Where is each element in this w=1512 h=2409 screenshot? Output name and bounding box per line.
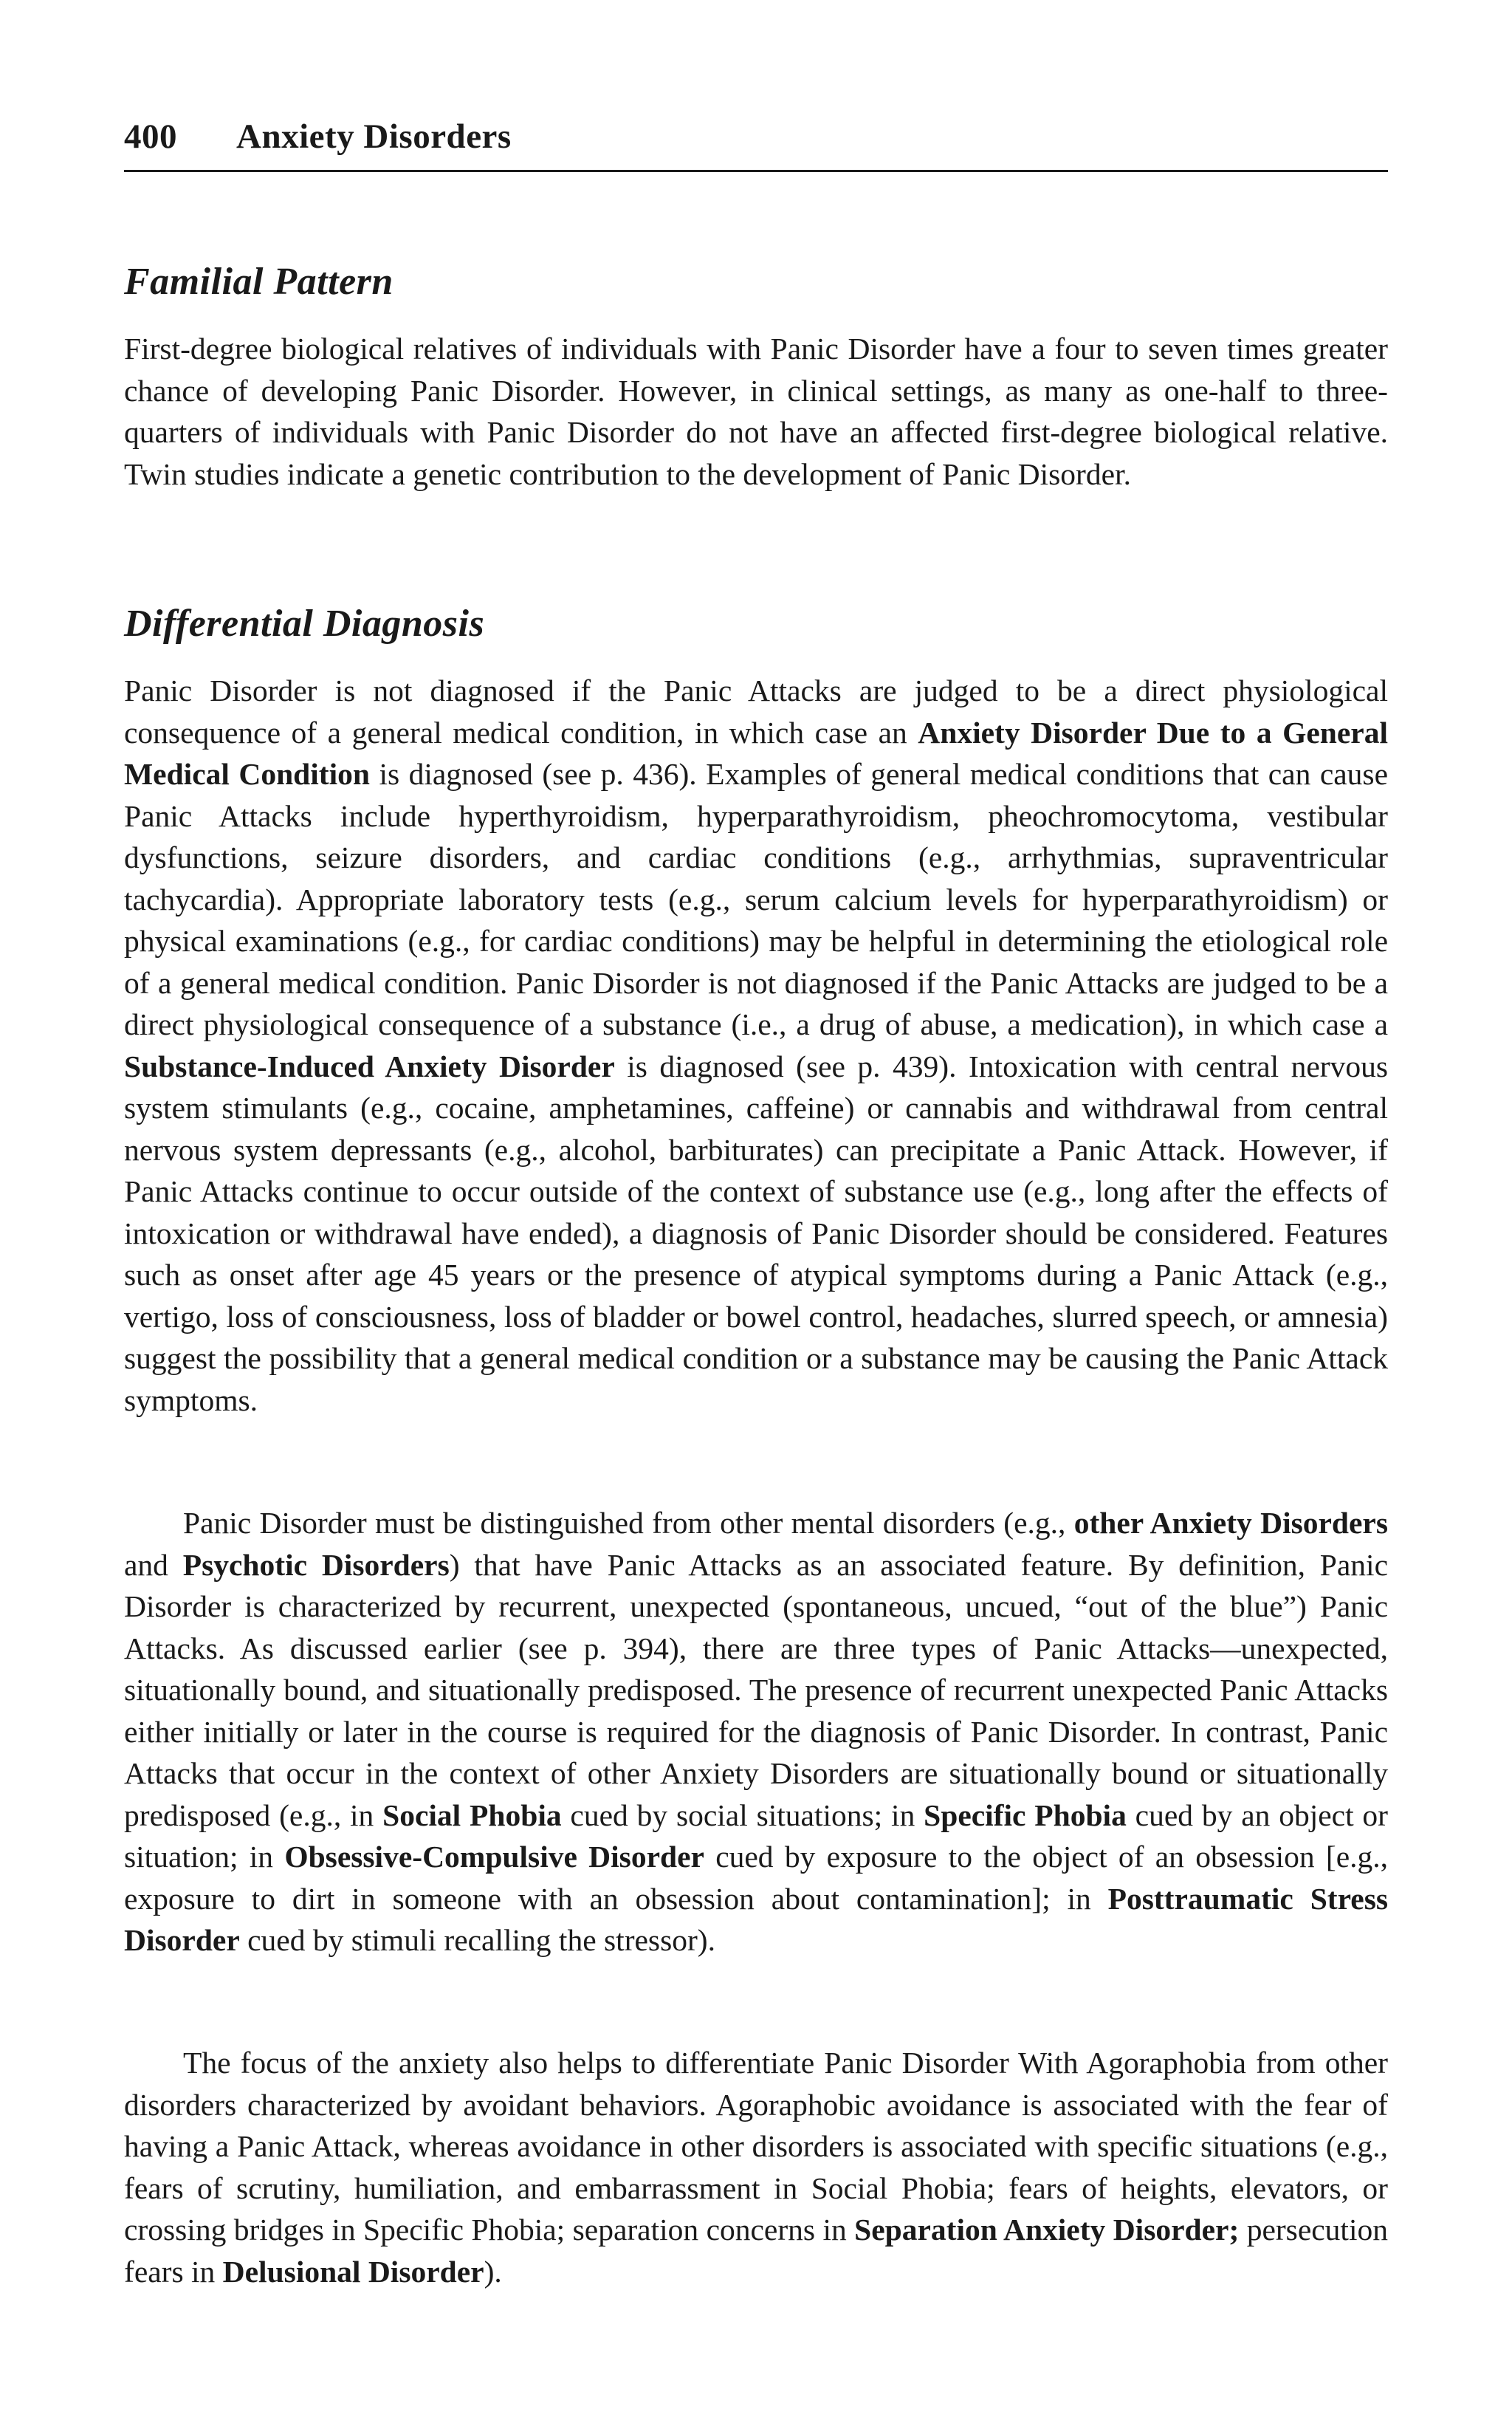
paragraph-text: is diagnosed (see p. 439). Intoxication with central nervous system stimulants (e.g., cocaine, amphetamines, caffeine) or cannabis and withdrawal from central nervous system depressants (e.g., alcohol, barbiturates) can precipitate a Panic Attack. However, if Panic Attacks continue to occur outside of the context of substance use (e.g., long after the effects of intoxication or withdrawal have ended), a diagnosis of Panic Disorder should be considered. Features such as onset after age 45 years or the presence of atypical symptoms during a Panic Attack (e.g., vertigo, loss of consciousness, loss of bladder or bowel control, headaches, slurred speech, or amnesia) suggest the possibility that a general medical condition or a substance may be causing the Panic Attack symptoms.	[124, 1049, 1389, 1417]
paragraph-text: ).	[484, 2254, 502, 2289]
paragraph-text: The focus of the anxiety also helps to differentiate Panic Disorder With Agoraphobia from other disorders characterized by avoidant behaviors. Agoraphobic avoidance is associated with the fear of having a Panic Attack, whereas avoidance in other disorders is associated with specific situations (e.g., fears of scrutiny, humiliation, and embarrassment in Social Phobia; fears of heights, elevators, or crossing bridges in Specific Phobia; separation concerns in	[124, 2046, 1388, 2247]
paragraph-text: cued by exposure to the object of an obsession [e.g., exposure to dirt in someone with an obsession about contamination]; in	[124, 1840, 1388, 1916]
page-number: 400	[124, 117, 177, 156]
paragraph-text: persecution fears in	[124, 2213, 1388, 2289]
paragraph-text: and	[124, 1547, 183, 1582]
term-substance-induced-anxiety-disorder: Substance-Induced Anxiety Disorder	[124, 1049, 615, 1083]
differential-diagnosis-paragraph-2	[124, 1502, 1388, 1961]
paragraph-text: cued by an object or situation; in	[124, 1798, 1389, 1874]
paragraph-text: cued by social situations; in	[561, 1798, 924, 1832]
section-heading-differential-diagnosis: Differential Diagnosis	[124, 603, 485, 645]
term-specific-phobia: Specific Phobia	[924, 1798, 1127, 1832]
paragraph-text: Panic Disorder is not diagnosed if the Panic Attacks are judged to be a direct physiological consequence of a general medical condition, in which case an	[124, 674, 1388, 750]
term-posttraumatic-stress-disorder: Posttraumatic Stress Disorder	[124, 1881, 1388, 1957]
term-social-phobia: Social Phobia	[382, 1798, 562, 1832]
section-heading-familial-pattern: Familial Pattern	[124, 261, 394, 303]
paragraph-text: Panic Disorder must be distinguished from other mental disorders (e.g.,	[183, 1506, 1074, 1540]
paragraph-text: ) that have Panic Attacks as an associated feature. By definition, Panic Disorder is characterized by recurrent, unexpected (spontaneous, uncued, “out of the blue”) Panic Attacks. As discussed earlier (see p. 394), there are three types of Panic Attacks—unexpected, situationally bound, and situationally predisposed. The presence of recurrent unexpected Panic Attacks either initially or later in the course is required for the diagnosis of Panic Disorder. In contrast, Panic Attacks that occur in the context of other Anxiety Disorders are situationally bound or situationally predisposed (e.g., in	[124, 1547, 1389, 1832]
term-delusional-disorder: Delusional Disorder	[222, 2254, 484, 2289]
familial-pattern-paragraph: First-degree biological relatives of individuals with Panic Disorder have a four to seven times greater chance of developing Panic Disorder. However, in clinical settings, as many as one-half to three-quarters of individuals with Panic Disorder do not have an affected first-degree biological relative. Twin studies indicate a genetic contribution to the development of Panic Disorder.	[124, 332, 1388, 491]
term-psychotic-disorders: Psychotic Disorders	[182, 1547, 450, 1582]
running-title: Anxiety Disorders	[236, 117, 512, 156]
term-other-anxiety-disorders: other Anxiety Disorders	[1073, 1506, 1388, 1540]
paragraph-text: is diagnosed (see p. 436). Examples of general medical conditions that can cause Panic Attacks include hyperthyroidism, hyperparathyroidism, pheochromocytoma, vestibular dysfunctions, seizure disorders, and cardiac conditions (e.g., arrhythmias, supraventricular tachycardia). Appropriate laboratory tests (e.g., serum calcium levels for hyperparathyroidism) or physical examinations (e.g., for cardiac conditions) may be helpful in determining the etiological role of a general medical condition. Panic Disorder is not diagnosed if the Panic Attacks are judged to be a direct physiological consequence of a substance (i.e., a drug of abuse, a medication), in which case a	[124, 757, 1388, 1041]
paragraph-text: cued by stimuli recalling the stressor).	[239, 1923, 715, 1957]
term-obsessive-compulsive-disorder: Obsessive-Compulsive Disorder	[284, 1840, 704, 1874]
term-anxiety-disorder-due-to-gmc: Anxiety Disorder Due to a General Medical Condition	[124, 715, 1389, 791]
differential-diagnosis-paragraph-1	[124, 670, 1388, 1421]
differential-diagnosis-paragraph-3	[124, 2042, 1388, 2292]
running-head	[124, 111, 1388, 172]
term-separation-anxiety-disorder: Separation Anxiety Disorder;	[854, 2213, 1240, 2247]
